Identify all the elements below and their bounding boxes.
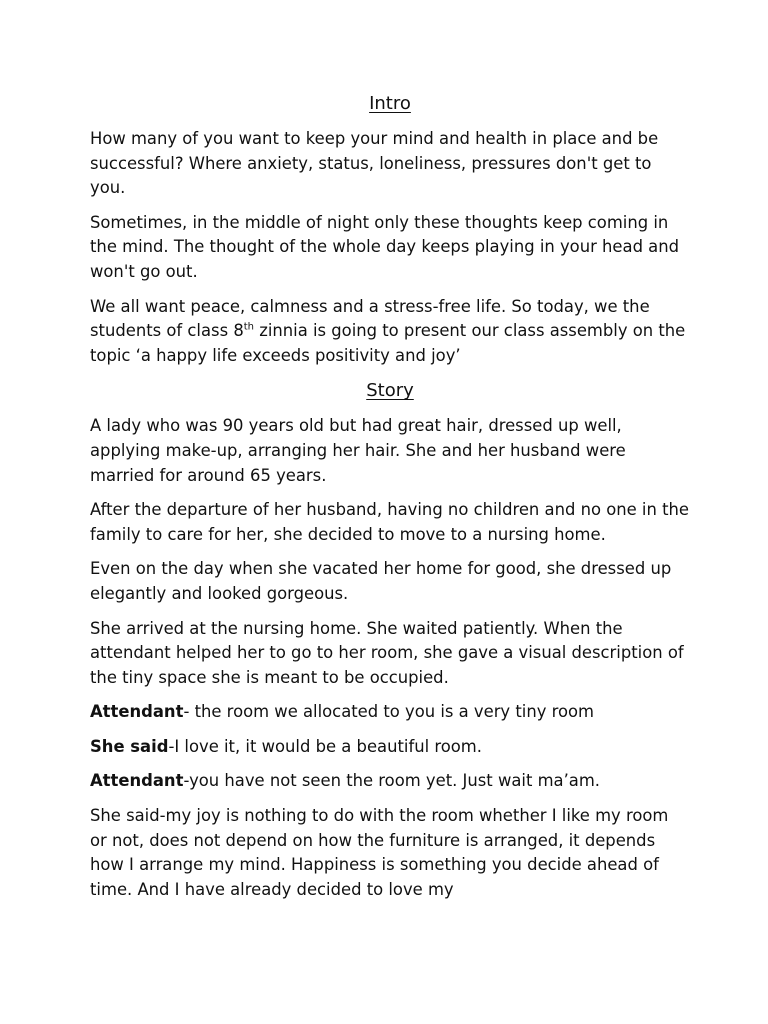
dialogue-line-2 [90,735,690,760]
intro-paragraph-3 [90,295,690,369]
speaker-attendant: Attendant [90,702,184,722]
story-paragraph-2: After the departure of her husband, having no children and no one in the family to care for her, she decided to move to a nursing home. [90,500,689,544]
story-heading: Story [366,380,414,402]
story-paragraph-4: She arrived at the nursing home. She waited patiently. When the attendant helped her to go to her room, she gave a visual description of the tiny space she is meant to be occupied. [90,618,684,687]
dialogue-line-3 [90,769,690,794]
intro-paragraph-1: How many of you want to keep your mind and health in place and be successful? Where anxiety, status, loneliness, pressures don't get to you. [90,129,659,198]
dialogue-text-3: -you have not seen the room yet. Just wait ma’am. [183,771,601,791]
dialogue-text-2: -I love it, it would be a beautiful room. [168,736,482,756]
intro-paragraph-2: Sometimes, in the middle of night only these thoughts keep coming in the mind. The thought of the whole day keeps playing in your head and won't go out. [90,212,680,281]
story-paragraph-3: Even on the day when she vacated her home for good, she dressed up elegantly and looked gorgeous. [90,559,672,603]
dialogue-line-1 [90,700,690,725]
story-paragraph-5: She said-my joy is nothing to do with the room whether I like my room or not, does not depend on how the furniture is arranged, it depends how I arrange my mind. Happiness is something you decide ahead of time. And I have already decided to love my [90,806,669,899]
intro-paragraph-3-start: We all want peace, calmness and a stress-free life. So today, we the students of class 8 [90,296,650,341]
speaker-attendant-2: Attendant [90,771,184,791]
ordinal-superscript: th [243,321,255,333]
intro-paragraph-3-end: zinnia is going to present our class assembly on the topic ‘a happy life exceeds positivity and joy’ [90,321,686,365]
intro-heading: Intro [369,93,411,114]
speaker-she: She said [90,736,169,756]
story-paragraph-1: A lady who was 90 years old but had great hair, dressed up well, applying make-up, arranging her hair. She and her husband were married for around 65 years. [90,416,626,485]
document-page [90,91,690,912]
dialogue-text-1: - the room we allocated to you is a very tiny room [183,702,595,722]
